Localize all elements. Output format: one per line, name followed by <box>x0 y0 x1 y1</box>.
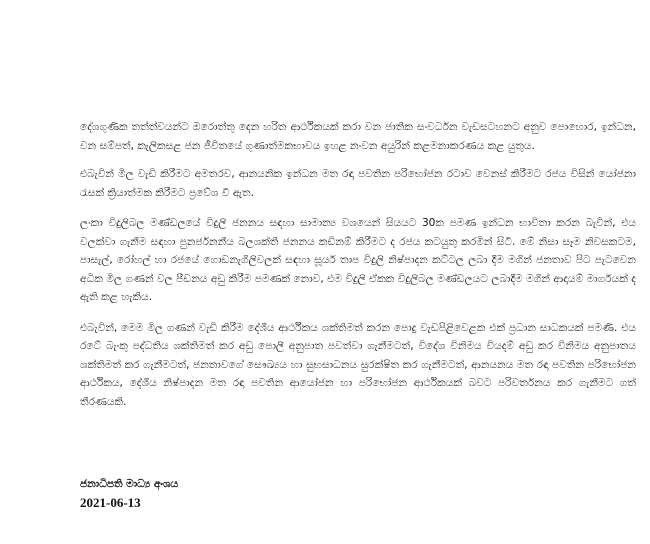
document-footer <box>80 476 178 511</box>
document-body <box>80 118 636 423</box>
paragraph: එබැවින්, මෙම මිල ගණන් වැඩි කිරීම දේශීය ආර්ථිකය ශක්තිමත් කරන පොදු වැඩපිළිවෙළක එක් ප්‍රධාන සාධකයක් පමණි. එය රටේ බැංකු පද්ධතිය ශක්තිමත් කර අඩු පොලී අනුපාත පවත්වා ගැනීමටත්, විදේශ විනිමය වියදම් අඩු කර විනිමය අනුපාතය ශක්තිමත් කර ගැනීමටත්, ජනතාවගේ සෞඛ්‍යය හා සුභසාධනය සුරක්ෂිත කර ගැනීමටත්, ආනයනය මත රඳා පවතින පරිභෝජන ආර්ථිකය, දේශීය නිෂ්පාදන මත රඳා පවතින ආයෝජන හා පරිභෝජන ආර්ථිකයක් බවට පරිවර්තනය කර ගැනීමට ගත් තීරණයකි. <box>80 321 636 408</box>
document-date: 2021-06-13 <box>80 495 141 510</box>
paragraph: ලංකා විදුලිබල මණ්ඩලයේ විදුලි ජනනය සඳහා සාමාන්‍ය වශයෙන් සියයට 30ක පමණ ඉන්ධන භාවිතා කරන බැවින්, එය වලක්වා ගැනීම සඳහා පුනර්ජනනීය බලශක්ති ජනනය කඩිනම් කිරීමට ද රජය කටයුතු කරමින් සිටී. මේ නිසා සෑම නිවසකටම, පාසැල්, රෝහල් හා රජයේ ගොඩනැගිලිවලක් සඳහා සූර්ය තාප විදුලි නිෂ්පාදන කට්ටල ලබා දීම මගින් ජනතාව පිට පැටවෙන අධික මිල ගණන් වල පීඩනය අඩු කිරීම පමණක් නොව, එම විදුලි ඒකක විදුලිබල මණ්ඩලයට ලබාදීම මගින් ආදායම් මාර්ගයක් ද ඇති කළ හැකිය. <box>80 217 636 303</box>
issuer-signature: ජනාධිපති මාධ්‍ය අංශය <box>80 478 179 490</box>
paragraph: එබැවින් මිල වැඩි කිරීමට අමතරව, ආනයනික ඉන්ධන මත රඳා පවතින පරිභෝජන රටාව වෙනස් කිරීමට රජය විසින් යෝජනා රැසක් ක්‍රියාත්මක කිරීමට ප්‍රවේශ වී ඇත. <box>80 168 636 199</box>
paragraph: දේශගුණික තත්ත්වයන්ට ඔරොත්තු දෙන හරිත ආර්ථිකයක් කරා වන ජාතික සංවර්ධන වැඩසටහනට අනුව පොහොර, ඉන්ධන, වන සම්පත්, කැලිකසළ ජන ජීවිතයේ ගුණාත්මකභාවය ඉහළ නංවන අයුරින් කළමනාකරණය කළ යුතුය. <box>80 121 636 152</box>
